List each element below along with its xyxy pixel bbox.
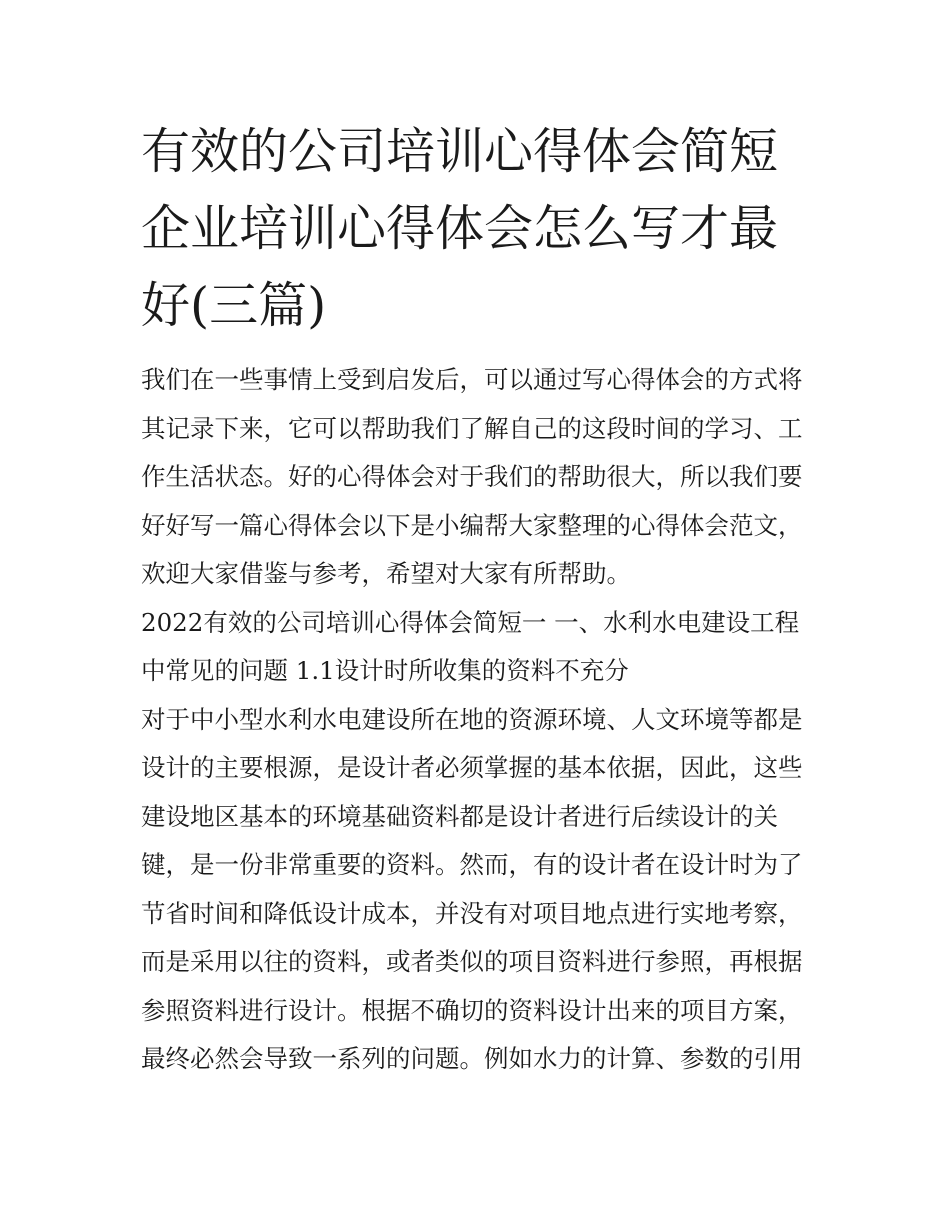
document-body [141, 356, 821, 1084]
body-paragraph: 对于中小型水利水电建设所在地的资源环境、人文环境等都是设计的主要根源，是设计者必须掌握的基本依据，因此，这些建设地区基本的环境基础资料都是设计者进行后续设计的关键，是一份非常重要的资料。然而，有的设计者在设计时为了节省时间和降低设计成本，并没有对项目地点进行实地考察，而是采用以往的资料，或者类似的项目资料进行参照，再根据参照资料进行设计。根据不确切的资料设计出来的项目方案，最终必然会导致一系列的问题。例如水力的计算、参数的引用 [141, 704, 803, 1073]
intro-paragraph: 我们在一些事情上受到启发后，可以通过写心得体会的方式将其记录下来，它可以帮助我们了解自己的这段时间的学习、工作生活状态。好的心得体会对于我们的帮助很大，所以我们要好好写一篇心得体会以下是小编帮大家整理的心得体会范文，欢迎大家借鉴与参考，希望对大家有所帮助。 [141, 365, 803, 588]
section-heading-paragraph: 2022有效的公司培训心得体会简短一 一、水利水电建设工程中常见的问题 1.1设计时所收集的资料不充分 [141, 607, 800, 685]
document-title: 有效的公司培训心得体会简短企业培训心得体会怎么写才最好(三篇) [141, 123, 779, 334]
